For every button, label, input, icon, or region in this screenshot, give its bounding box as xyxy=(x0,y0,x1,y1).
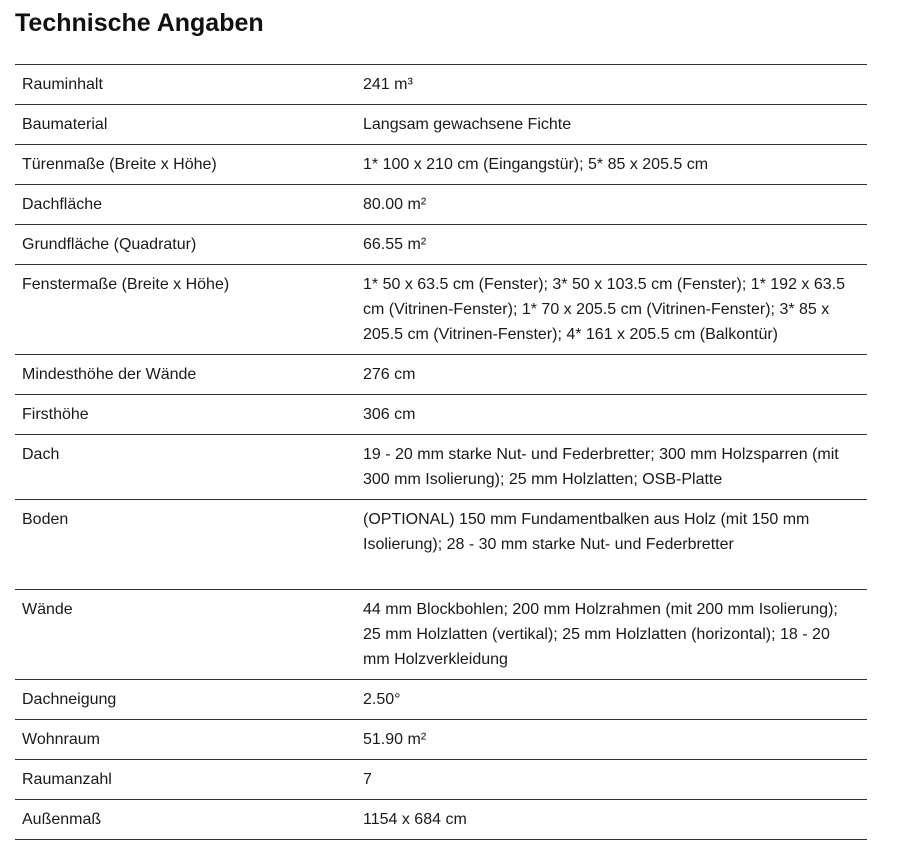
spec-value: (OPTIONAL) 150 mm Fundamentbalken aus Holz (mit 150 mm Isolierung); 28 - 30 mm starke Nut- und Federbretter xyxy=(363,511,810,553)
spec-value: 1154 x 684 cm xyxy=(363,811,467,828)
spec-value: 241 m³ xyxy=(363,76,413,93)
table-row xyxy=(15,265,867,355)
table-row xyxy=(15,435,867,500)
spec-value: 7 xyxy=(363,771,372,788)
spec-value: 80.00 m² xyxy=(363,196,427,213)
spec-label: Dachfläche xyxy=(22,196,103,213)
spec-value: 276 cm xyxy=(363,366,416,383)
spec-label: Fenstermaße (Breite x Höhe) xyxy=(22,276,230,293)
spec-value: 2.50° xyxy=(363,691,401,708)
specs-table xyxy=(15,64,867,840)
table-row xyxy=(15,800,867,840)
table-row xyxy=(15,65,867,105)
spec-label: Rauminhalt xyxy=(22,76,103,93)
spec-label: Grundfläche (Quadratur) xyxy=(22,236,197,253)
table-row xyxy=(15,355,867,395)
table-row xyxy=(15,680,867,720)
spec-value: 51.90 m² xyxy=(363,731,427,748)
spec-value: 19 - 20 mm starke Nut- und Federbretter; 300 mm Holzsparren (mit 300 mm Isolierung); 25 mm Holzlatten; OSB-Platte xyxy=(363,446,839,488)
table-row xyxy=(15,590,867,680)
spec-label: Türenmaße (Breite x Höhe) xyxy=(22,156,217,173)
spec-label: Dach xyxy=(22,446,60,463)
spec-label: Raumanzahl xyxy=(22,771,112,788)
spec-label: Wohnraum xyxy=(22,731,100,748)
spec-value: 1* 100 x 210 cm (Eingangstür); 5* 85 x 205.5 cm xyxy=(363,156,709,173)
table-row xyxy=(15,105,867,145)
spec-value: 1* 50 x 63.5 cm (Fenster); 3* 50 x 103.5 cm (Fenster); 1* 192 x 63.5 cm (Vitrinen-Fenster); 1* 70 x 205.5 cm (Vitrinen-Fenster); 3* 85 x 205.5 cm (Vitrinen-Fenster); 4* 161 x 205.5 cm (Balkontür) xyxy=(363,276,846,343)
spec-value: 44 mm Blockbohlen; 200 mm Holzrahmen (mit 200 mm Isolierung); 25 mm Holzlatten (vertikal); 25 mm Holzlatten (horizontal); 18 - 20 mm Holzverkleidung xyxy=(363,601,838,668)
spec-label: Außenmaß xyxy=(22,811,102,828)
spec-label: Dachneigung xyxy=(22,691,117,708)
spec-value: 306 cm xyxy=(363,406,416,423)
table-row xyxy=(15,395,867,435)
table-row xyxy=(15,760,867,800)
spec-value: 66.55 m² xyxy=(363,236,427,253)
spec-label: Firsthöhe xyxy=(22,406,89,423)
table-row xyxy=(15,225,867,265)
table-row xyxy=(15,720,867,760)
table-row xyxy=(15,500,867,590)
spec-label: Wände xyxy=(22,601,73,618)
spec-value: Langsam gewachsene Fichte xyxy=(363,116,572,133)
table-row xyxy=(15,185,867,225)
spec-label: Mindesthöhe der Wände xyxy=(22,366,197,383)
spec-label: Boden xyxy=(22,511,69,528)
spec-label: Baumaterial xyxy=(22,116,108,133)
table-row xyxy=(15,145,867,185)
page-title: Technische Angaben xyxy=(15,9,264,37)
